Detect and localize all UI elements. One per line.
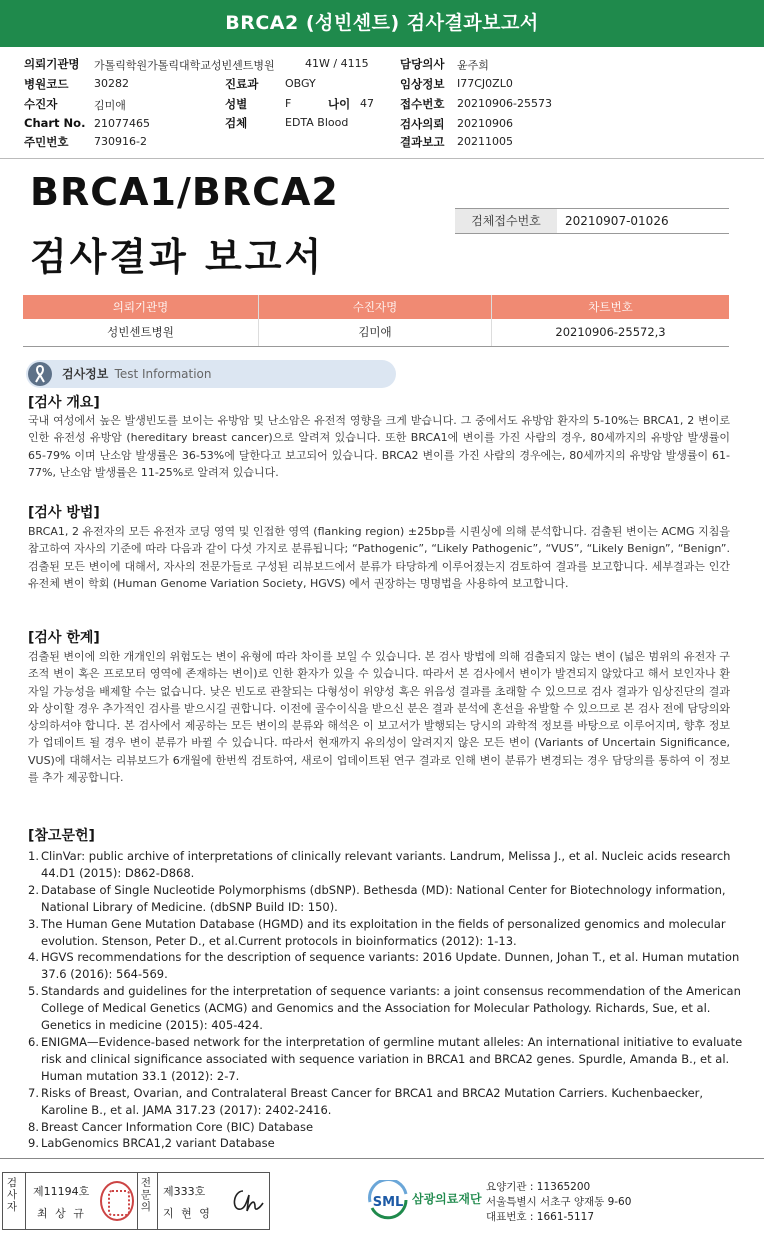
limits-text: 검출된 변이에 의한 개개인의 위험도는 변이 유형에 따라 차이를 보일 수 있습니다. 본 검사 방법에 의해 검출되지 않는 변이 (넓은 범위의 유전자 구조적 변이 혹은 프로모터 영역에 존재하는 변이)로 인한 환자가 있을 수 있습니다. 따라서 본 검사에서 변이가 발견되지 않았다고 해서 보인자나 환자일 가능성을 배제할 수는 없습니다. 낮은 빈도로 관찰되는 다형성이 위양성 혹은 위음성 결과를 초래할 수 있으므로 검사 결과가 임상진단의 결과와 상이할 경우 추가적인 검사를 받으시길 권합니다. 이전에 골수이식을 받으신 분은 결과 분석에 혼선을 유발할 수 있으므로 본 검사 전에 담당의와 상의하셔야 합니다. 본 검사에서 제공하는 모든 변이의 분류와 해석은 이 보고서가 발행되는 당시의 과학적 정보를 바탕으로 이루어지며, 향후 정보가 업데이트 될 경우 변이 분류가 바뀔 수 있습니다. 따라서 현재까지 유의성이 알려지지 않은 모든 변이 (Variants of Uncertain Significance, VUS)에 대해서는 리뷰보드가 6개월에 한번씩 검토하여, 새로이 업데이트된 연구 결과로 인해 변이 분류가 변경되는 경우 담당의를 통하여 이 정보를 추가 제공합니다. bbox=[28, 650, 730, 785]
specimen-label: 검체 bbox=[225, 116, 248, 130]
report-banner: BRCA2 (성빈센트) 검사결과보고서 bbox=[0, 0, 764, 47]
summary-table bbox=[23, 295, 729, 347]
req-value: 20210906 bbox=[457, 117, 513, 130]
examiner-name: 최 상 규 bbox=[37, 1207, 86, 1220]
req-label: 검사의뢰 bbox=[400, 117, 445, 131]
recno-label: 접수번호 bbox=[400, 97, 445, 111]
cell-chart: 20210906-25572,3 bbox=[555, 325, 666, 339]
overview-text: 국내 여성에서 높은 발생빈도를 보이는 유방암 및 난소암은 유전적 영향을 크게 받습니다. 그 중에서도 유방암 환자의 5-10%는 BRCA1, 2 변이로 인한 유전성 유방암 (hereditary breast cancer)으로 알려져 있습니다. 또한 BRCA1에 변이를 가진 사람의 경우, 80세까지의 유방암 발생률이 65-79% 이며 난소암 발생률은 36-53%에 달한다고 보고되어 있습니다. BRCA2 변이를 가진 사람의 경우에는, 80세까지의 유방암 발생률이 61-77%, 난소암 발생률은 11-25%로 알려져 있습니다. bbox=[28, 414, 730, 479]
institution-info bbox=[486, 1180, 631, 1225]
sex-label: 성별 bbox=[225, 97, 248, 111]
institution-phone: 대표번호 : 1661-5117 bbox=[486, 1211, 595, 1223]
list-item: 1. ClinVar: public archive of interpretations of clinically relevant variants. Landrum, Melissa J., et al. Nucleic acids research 44.D1 (2015): D862-D868. bbox=[28, 849, 731, 880]
table-header-row bbox=[23, 295, 729, 319]
list-item: 8. Breast Cancer Information Core (BIC) Database bbox=[28, 1119, 314, 1134]
rrn-label: 주민번호 bbox=[24, 135, 69, 149]
clin-value: I77CJ0ZL0 bbox=[457, 77, 513, 90]
chart-label: Chart No. bbox=[24, 116, 86, 130]
report-title-line2: 검사결과 보고서 bbox=[30, 235, 325, 279]
doctor-label: 담당의사 bbox=[400, 57, 445, 71]
list-item: 2. Database of Single Nucleotide Polymorphisms (dbSNP). Bethesda (MD): National Center for Biotechnology information, National Library of Medicine. (dbSNP Build ID: 150). bbox=[28, 882, 726, 914]
recno-value: 20210906-25573 bbox=[457, 97, 552, 110]
list-item: 4. HGVS recommendations for the description of sequence variants: 2016 Update. Dunnen, Johan T., et al. Human mutation 37.6 (2016): 564-569. bbox=[28, 950, 740, 982]
dept-value: OBGY bbox=[285, 77, 316, 90]
report-title-line1: BRCA1/BRCA2 bbox=[30, 170, 339, 214]
list-item: 5. Standards and guidelines for the interpretation of sequence variants: a joint consensus recommendation of the American College of Medical Genetics (ACMG) and Genomics and the Association for Molecular Pathology. Richards, Sue, et al. Genetics in medicine (2015): 405-424. bbox=[28, 984, 741, 1033]
limits-heading: [검사 한계] bbox=[28, 630, 100, 646]
dept-label: 진료과 bbox=[225, 77, 259, 91]
header-org: 의뢰기관명 bbox=[23, 295, 259, 319]
sig-divider bbox=[157, 1173, 158, 1229]
signature-box bbox=[2, 1172, 270, 1230]
specialist-license: 제333호 bbox=[163, 1185, 206, 1198]
examiner-label: 검사자 bbox=[6, 1177, 18, 1213]
receipt-label: 검체접수번호 bbox=[455, 209, 557, 233]
ward-value: 41W / 4115 bbox=[305, 57, 369, 70]
sml-logo-icon bbox=[366, 1180, 410, 1220]
list-item: 3. The Human Gene Mutation Database (HGMD) and its exploitation in the fields of personalized genomics and molecular evolution. Stenson, Peter D., et al.Current protocols in bioinformatics (2012): 1-13. bbox=[28, 916, 726, 948]
test-info-en: Test Information bbox=[114, 367, 212, 381]
sig-divider bbox=[25, 1173, 26, 1229]
handwritten-signature-icon bbox=[227, 1185, 265, 1217]
hcode-label: 병원코드 bbox=[24, 77, 69, 91]
age-label: 나이 bbox=[328, 97, 351, 111]
receipt-value: 20210907-01026 bbox=[565, 214, 669, 228]
overview-heading: [검사 개요] bbox=[28, 395, 100, 411]
footer-divider bbox=[0, 1158, 764, 1159]
list-item: 7. Risks of Breast, Ovarian, and Contralateral Breast Cancer for BRCA1 and BRCA2 Mutation Carriers. Kuchenbaecker, Karoline B., et al. JAMA 317.23 (2017): 2402-2416. bbox=[28, 1085, 704, 1117]
header-divider bbox=[0, 158, 764, 159]
sig-divider bbox=[137, 1173, 138, 1229]
sml-org-name: 삼광의료재단 bbox=[412, 1192, 482, 1206]
clin-label: 임상정보 bbox=[400, 77, 445, 91]
header-patient: 수진자명 bbox=[259, 295, 492, 319]
age-value: 47 bbox=[360, 97, 374, 110]
header-chart: 차트번호 bbox=[588, 300, 633, 314]
test-info-pill bbox=[26, 360, 396, 388]
list-item: 6. ENIGMA—Evidence‐based network for the interpretation of germline mutant alleles: An international initiative to evaluate risk and clinical significance associated with sequence variation in BRCA1 and BRCA2 genes. Spurdle, Amanda B., et al. Human mutation 33.1 (2012): 2-7. bbox=[28, 1034, 743, 1083]
test-info-label bbox=[62, 360, 211, 388]
report-label: 결과보고 bbox=[400, 135, 445, 149]
institution-address: 서울특별시 서초구 양재동 9-60 bbox=[486, 1196, 632, 1208]
references-list bbox=[28, 848, 744, 1152]
sml-logo-text: SML bbox=[372, 1195, 404, 1210]
method-text: BRCA1, 2 유전자의 모든 유전자 코딩 영역 및 인접한 영역 (flanking region) ±25bp를 시퀀싱에 의해 분석합니다. 검출된 변이는 ACMG 지침을 참고하여 자사의 기준에 따라 다음과 같이 다섯 가지로 분류됩니다; “Pathogenic”, “Likely Pathogenic”, “VUS”, “Likely Benign”, “Benign”. 검출된 모든 변이에 대해서, 자사의 전문가들로 구성된 리뷰보드에서 분류가 타당하게 이루어졌는지 검토하여 결과를 보고합니다. 세부결과는 인간 유전체 변이 학회 (Human Genome Variation Society, HGVS) 에서 권장하는 명명법을 사용하여 보고합니다. bbox=[28, 525, 730, 590]
doctor-value: 윤주희 bbox=[457, 59, 489, 72]
method-heading: [검사 방법] bbox=[28, 505, 100, 521]
hcode-value: 30282 bbox=[94, 77, 129, 90]
chart-value: 21077465 bbox=[94, 117, 150, 130]
sex-value: F bbox=[285, 97, 292, 110]
specialist-name: 지 현 영 bbox=[163, 1207, 212, 1220]
list-item: 9. LabGenomics BRCA1,2 variant Database bbox=[28, 1136, 275, 1151]
org-label: 의뢰기관명 bbox=[24, 57, 80, 71]
specimen-value: EDTA Blood bbox=[285, 116, 349, 129]
receipt-number-box bbox=[455, 208, 729, 234]
seal-stamp-icon bbox=[100, 1181, 134, 1221]
report-value: 20211005 bbox=[457, 135, 513, 148]
specialist-label: 전문의 bbox=[140, 1177, 152, 1213]
rrn-value: 730916-2 bbox=[94, 135, 147, 148]
patient-label: 수진자 bbox=[24, 97, 58, 111]
cell-patient: 김미애 bbox=[259, 319, 492, 346]
org-value: 가톨릭학원가톨릭대학교성빈센트병원 bbox=[94, 59, 275, 72]
table-row bbox=[23, 319, 729, 346]
examiner-license: 제11194호 bbox=[33, 1185, 90, 1198]
patient-value: 김미애 bbox=[94, 99, 126, 112]
references-heading: [참고문헌] bbox=[28, 828, 95, 844]
ribbon-icon bbox=[28, 362, 52, 386]
patient-meta bbox=[24, 54, 754, 154]
cell-org: 성빈센트병원 bbox=[23, 319, 259, 346]
test-info-ko: 검사정보 bbox=[62, 367, 109, 381]
institution-code: 요양기관 : 11365200 bbox=[486, 1181, 591, 1193]
